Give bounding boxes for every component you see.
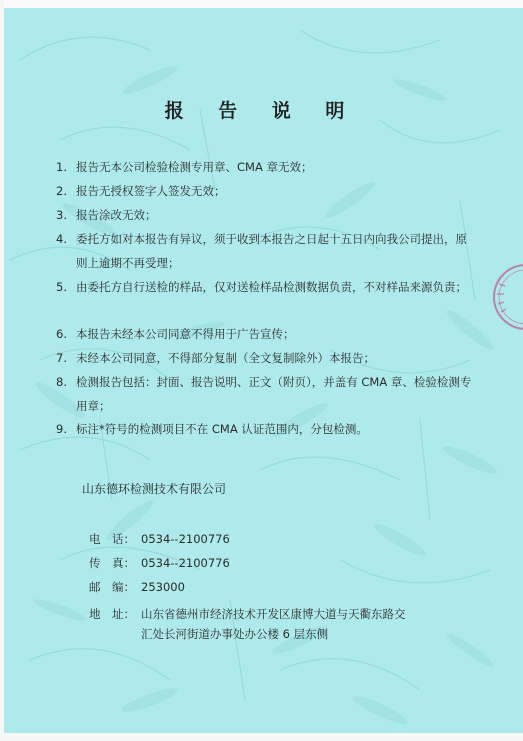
address-value-line1: 山东省德州市经济技术开发区康博大道与天衢东路交 (141, 607, 406, 621)
item-number: 7. (56, 351, 67, 365)
item-number: 2. (56, 184, 67, 198)
company-name: 山东德环检测技术有限公司 (82, 482, 227, 496)
list-item (56, 179, 476, 203)
phone-row (89, 528, 230, 550)
postcode-row (89, 576, 185, 598)
item-number: 8. (56, 375, 67, 389)
list-item (56, 370, 476, 418)
postcode-label: 邮 编： (89, 580, 135, 594)
list-item (56, 155, 476, 179)
address-value-line2: 汇处长河街道办事处办公楼 6 层东侧 (141, 627, 329, 641)
item-text: 报告无本公司检验检测专用章、CMA 章无效； (76, 160, 313, 174)
phone-value: 0534--2100776 (141, 532, 230, 546)
list-item (56, 203, 476, 227)
item-text: 报告涂改无效； (76, 208, 157, 222)
list-item (56, 227, 476, 275)
fax-value: 0534--2100776 (141, 556, 230, 570)
list-item (56, 417, 476, 441)
item-text: 报告无授权签字人签发无效； (76, 184, 226, 198)
item-text: 由委托方自行送检的样品，仅对送检样品检测数据负责，不对样品来源负责； (76, 280, 467, 294)
address-label: 地 址： (89, 607, 135, 621)
list-item (56, 275, 476, 299)
item-number: 5. (56, 280, 67, 294)
postcode-value: 253000 (141, 580, 185, 594)
item-number: 4. (56, 232, 67, 246)
item-number: 6. (56, 327, 67, 341)
item-text: 未经本公司同意，不得部分复制（全文复制除外）本报告； (76, 351, 375, 365)
item-number: 1. (56, 160, 67, 174)
item-text: 标注*符号的检测项目不在 CMA 认证范围内，分包检测。 (76, 422, 368, 436)
item-number: 3. (56, 208, 67, 222)
seal-stamp-edge (481, 262, 523, 332)
list-item (56, 346, 476, 370)
fax-label: 传 真： (89, 556, 135, 570)
fax-row (89, 552, 230, 574)
item-text: 检测报告包括：封面、报告说明、正文（附页），并盖有 CMA 章、检验检测专用章； (76, 375, 472, 413)
phone-label: 电 话： (89, 532, 135, 546)
item-number: 9. (56, 422, 67, 436)
item-text: 委托方如对本报告有异议，须于收到本报告之日起十五日内向我公司提出，原则上逾期不再受理； (76, 232, 467, 270)
page-title: 报 告 说 明 (164, 100, 359, 122)
address-row (89, 603, 406, 625)
item-text: 本报告未经本公司同意不得用于广告宣传； (76, 327, 295, 341)
list-item (56, 322, 476, 346)
